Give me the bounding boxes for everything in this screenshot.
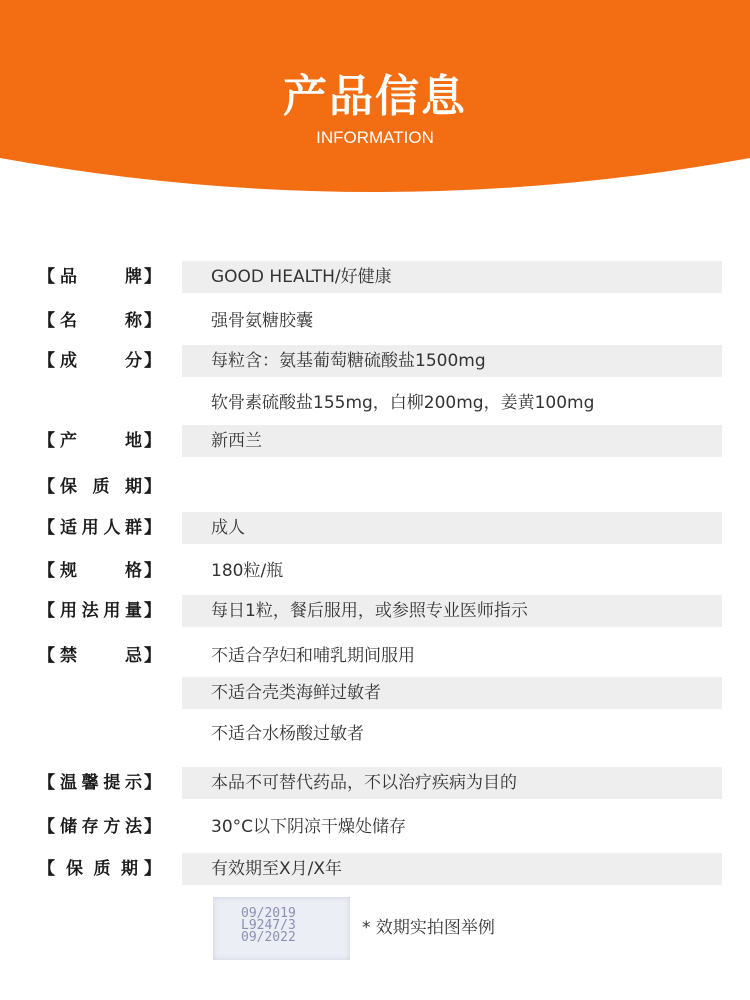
value-text: 新西兰 — [211, 431, 262, 451]
value-text: 每日1粒，餐后服用，或参照专业医师指示 — [211, 601, 528, 621]
page-title: 产品信息 — [283, 71, 467, 122]
row-label: 【 适 用 人 群 】 — [38, 512, 160, 544]
label-text: 储 存 方 法 — [60, 817, 142, 837]
value-text: 不适合水杨酸过敏者 — [211, 724, 364, 744]
label-text: 保 质 期 — [66, 859, 138, 879]
row-value — [182, 767, 722, 799]
value-text: 每粒含：氨基葡萄糖硫酸盐1500mg — [211, 351, 486, 371]
value-text: 不适合壳类海鲜过敏者 — [211, 683, 381, 703]
row-ingredients — [0, 345, 750, 377]
expiry-stamp-photo — [213, 897, 350, 960]
row-tips — [0, 767, 750, 799]
label-text: 名 称 — [60, 311, 142, 331]
row-label: 【 储 存 方 法 】 — [38, 811, 160, 843]
label-text: 用 法 用 量 — [60, 601, 142, 621]
row-label: 【 用 法 用 量 】 — [38, 595, 160, 627]
value-text: 软骨素硫酸盐155mg，白柳200mg，姜黄100mg — [211, 393, 595, 413]
stamp-line: 09/2022 — [241, 930, 296, 945]
row-value — [182, 595, 722, 627]
label-text: 温 馨 提 示 — [60, 773, 142, 793]
row-value — [182, 305, 722, 337]
label-text: 品 牌 — [60, 267, 142, 287]
page-subtitle: INFORMATION — [316, 128, 434, 147]
value-text: 本品不可替代药品，不以治疗疾病为目的 — [211, 773, 517, 793]
row-shelf-life — [0, 471, 750, 503]
row-label: 【 名 称 】 — [38, 305, 160, 337]
row-value — [182, 425, 722, 457]
value-text: 不适合孕妇和哺乳期间服用 — [211, 646, 415, 666]
row-contraindications — [0, 640, 750, 672]
row-target-group — [0, 512, 750, 544]
row-value — [182, 555, 722, 587]
row-label: 【 保 质 期 】 — [38, 853, 160, 885]
row-value — [182, 261, 722, 293]
row-label: 【 规 格 】 — [38, 555, 160, 587]
label-text: 适 用 人 群 — [60, 518, 142, 538]
row-brand — [0, 261, 750, 293]
row-contraindications-2 — [0, 677, 750, 709]
row-label: 【 成 分 】 — [38, 345, 160, 377]
row-origin — [0, 425, 750, 457]
row-value — [182, 387, 722, 419]
row-dosage — [0, 595, 750, 627]
row-label: 【 产 地 】 — [38, 425, 160, 457]
label-text: 保 质 期 — [60, 477, 142, 497]
label-text: 产 地 — [60, 431, 142, 451]
row-value — [182, 811, 722, 843]
row-value — [182, 345, 722, 377]
row-ingredients-cont — [0, 387, 750, 419]
row-spec — [0, 555, 750, 587]
value-text: 成人 — [211, 518, 245, 538]
value-text: 30°C以下阴凉干燥处储存 — [211, 817, 407, 837]
row-value — [182, 853, 722, 885]
label-text: 规 格 — [60, 561, 142, 581]
value-text: 180粒/瓶 — [211, 561, 284, 581]
row-expiry — [0, 853, 750, 885]
label-text: 禁 忌 — [60, 646, 142, 666]
row-contraindications-3 — [0, 718, 750, 750]
row-label: 【 品 牌 】 — [38, 261, 160, 293]
label-text: 成 分 — [60, 351, 142, 371]
row-value — [182, 677, 722, 709]
row-label: 【 温 馨 提 示 】 — [38, 767, 160, 799]
row-storage — [0, 811, 750, 843]
row-name — [0, 305, 750, 337]
stamp-line: 09/2019 — [241, 906, 296, 921]
value-text: 有效期至X月/X年 — [211, 859, 343, 879]
row-value — [182, 640, 722, 672]
row-label: 【 禁 忌 】 — [38, 640, 160, 672]
value-text: 强骨氨糖胶囊 — [211, 311, 313, 331]
row-value — [182, 718, 722, 750]
stamp-text — [241, 908, 341, 944]
value-text: GOOD HEALTH/好健康 — [211, 267, 392, 287]
row-label: 【 保 质 期 】 — [38, 471, 160, 503]
sample-caption: * 效期实拍图举例 — [362, 918, 495, 938]
row-value — [182, 512, 722, 544]
stamp-line: L9247/3 — [241, 918, 296, 933]
